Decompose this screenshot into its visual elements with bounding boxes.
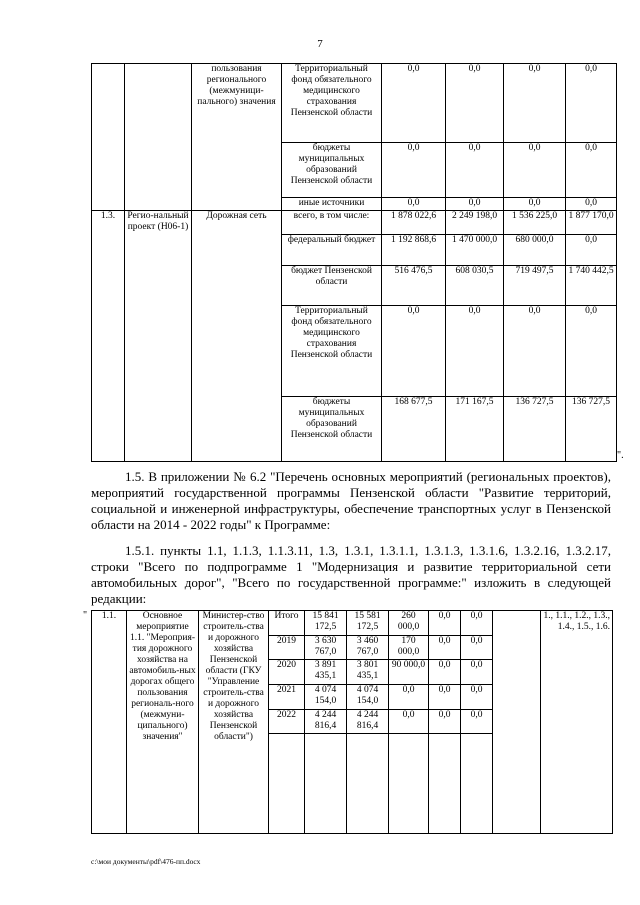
value-cell: 0,0	[504, 198, 566, 211]
source-cell: бюджеты муниципальных образований Пензенской области	[282, 143, 382, 198]
value-cell: 0,0	[429, 685, 461, 710]
value-cell: 0,0	[504, 64, 566, 143]
value-cell: 2 249 198,0	[446, 211, 504, 235]
value-cell: 0,0	[389, 685, 429, 710]
financing-table	[91, 63, 617, 462]
value-cell: 0,0	[504, 306, 566, 397]
file-path-footer: c:\мои документы\pdf\476-пп.docx	[91, 857, 201, 866]
value-cell: 0,0	[382, 306, 446, 397]
opening-quote: "	[83, 610, 88, 621]
value-cell: 170 000,0	[389, 636, 429, 660]
year-cell: 2021	[269, 685, 305, 710]
source-cell: федеральный бюджет	[282, 235, 382, 266]
event-name: Основное мероприятие 1.1. "Мероприя-тия дорожного хозяйства на автомобиль-ных дорогах общего пользования региональ-ного (межмуни-ципального) значения"	[127, 611, 199, 834]
value-cell: 0,0	[566, 306, 617, 397]
value-cell: 136 727,5	[504, 397, 566, 462]
value-cell: 0,0	[461, 710, 493, 734]
project-name: Регио-нальный проект (Н06-1)	[125, 211, 192, 462]
value-cell: 0,0	[446, 198, 504, 211]
value-cell: 0,0	[504, 143, 566, 198]
value-cell: 0,0	[566, 64, 617, 143]
page-number: 7	[317, 38, 323, 50]
value-cell: 0,0	[566, 198, 617, 211]
value-cell: 0,0	[382, 198, 446, 211]
value-cell: 0,0	[461, 611, 493, 636]
table-row	[92, 64, 617, 143]
row-number: 1.1.	[92, 611, 127, 834]
value-cell: 0,0	[446, 64, 504, 143]
value-cell: 719 497,5	[504, 266, 566, 306]
value-cell: 136 727,5	[566, 397, 617, 462]
value-cell: 168 677,5	[382, 397, 446, 462]
year-cell: 2020	[269, 660, 305, 685]
value-cell: 0,0	[461, 685, 493, 710]
value-cell: 0,0	[429, 611, 461, 636]
year-cell: Итого	[269, 611, 305, 636]
value-cell: 0,0	[382, 143, 446, 198]
events-table	[91, 610, 613, 834]
source-cell: бюджет Пензенской области	[282, 266, 382, 306]
value-cell: 0,0	[461, 636, 493, 660]
value-cell: 0,0	[566, 235, 617, 266]
value-cell: 1 192 868,6	[382, 235, 446, 266]
value-cell: 4 074 154,0	[305, 685, 347, 710]
value-cell: 3 460 767,0	[347, 636, 389, 660]
value-cell: 4 244 816,4	[347, 710, 389, 734]
value-cell: 4 074 154,0	[347, 685, 389, 710]
executor: Министер-ство строитель-ства и дорожного хозяйства Пензенской области (ГКУ "Управление строитель-ства и дорожного хозяйства Пензенской области")	[199, 611, 269, 834]
source-cell: всего, в том числе:	[282, 211, 382, 235]
value-cell: 15 581 172,5	[347, 611, 389, 636]
value-cell: 3 891 435,1	[305, 660, 347, 685]
source-cell: Территориальный фонд обязательного медицинского страхования Пензенской области	[282, 64, 382, 143]
value-cell: 608 030,5	[446, 266, 504, 306]
value-cell: 260 000,0	[389, 611, 429, 636]
value-cell: 0,0	[461, 660, 493, 685]
value-cell: 90 000,0	[389, 660, 429, 685]
value-cell: 1 877 170,0	[566, 211, 617, 235]
value-cell: 1 470 000,0	[446, 235, 504, 266]
value-cell: 0,0	[429, 660, 461, 685]
source-cell: Территориальный фонд обязательного медицинского страхования Пензенской области	[282, 306, 382, 397]
value-cell: 1 740 442,5	[566, 266, 617, 306]
value-cell: 0,0	[389, 710, 429, 734]
empty-cell	[493, 611, 541, 834]
row-number: 1.3.	[92, 211, 125, 462]
paragraph-1-5: 1.5. В приложении № 6.2 "Перечень основных мероприятий (региональных проектов), мероприятий государственной программы Пензенской области "Развитие территорий, социальной и инженерной инфраструктуры, обеспечение транспортных услуг в Пензенской области на 2014 - 2022 годы" к Программе:	[91, 469, 611, 532]
source-cell: иные источники	[282, 198, 382, 211]
value-cell: 0,0	[446, 143, 504, 198]
event-name-cont: пользования регионального (межмуници-пального) значения	[192, 64, 282, 211]
value-cell: 171 167,5	[446, 397, 504, 462]
value-cell: 1 878 022,6	[382, 211, 446, 235]
value-cell: 0,0	[446, 306, 504, 397]
closing-quote: ".	[617, 450, 624, 461]
paragraph-1-5-1: 1.5.1. пункты 1.1, 1.1.3, 1.1.3.11, 1.3, 1.3.1, 1.3.1.1, 1.3.1.3, 1.3.1.6, 1.3.2.16, 1.3.2.17, строки "Всего по подпрограмме 1 "Модернизация и развитие территориальной сети автомобильных дорог", "Всего по государственной программе:" изложить в следующей редакции:	[91, 543, 611, 606]
year-cell: 2022	[269, 710, 305, 734]
value-cell: 0,0	[429, 710, 461, 734]
value-cell: 0,0	[566, 143, 617, 198]
table-row	[92, 211, 617, 235]
value-cell: 3 801 435,1	[347, 660, 389, 685]
value-cell: 0,0	[382, 64, 446, 143]
value-cell: 3 630 767,0	[305, 636, 347, 660]
value-cell: 1 536 225,0	[504, 211, 566, 235]
value-cell: 15 841 172,5	[305, 611, 347, 636]
source-cell: бюджеты муниципальных образований Пензенской области	[282, 397, 382, 462]
value-cell: 4 244 816,4	[305, 710, 347, 734]
year-cell: 2019	[269, 636, 305, 660]
project-title: Дорожная сеть	[192, 211, 282, 462]
value-cell: 0,0	[429, 636, 461, 660]
indicator-refs: 1., 1.1., 1.2., 1.3., 1.4., 1.5., 1.6.	[541, 611, 613, 834]
table-row	[92, 611, 613, 636]
value-cell: 516 476,5	[382, 266, 446, 306]
value-cell: 680 000,0	[504, 235, 566, 266]
